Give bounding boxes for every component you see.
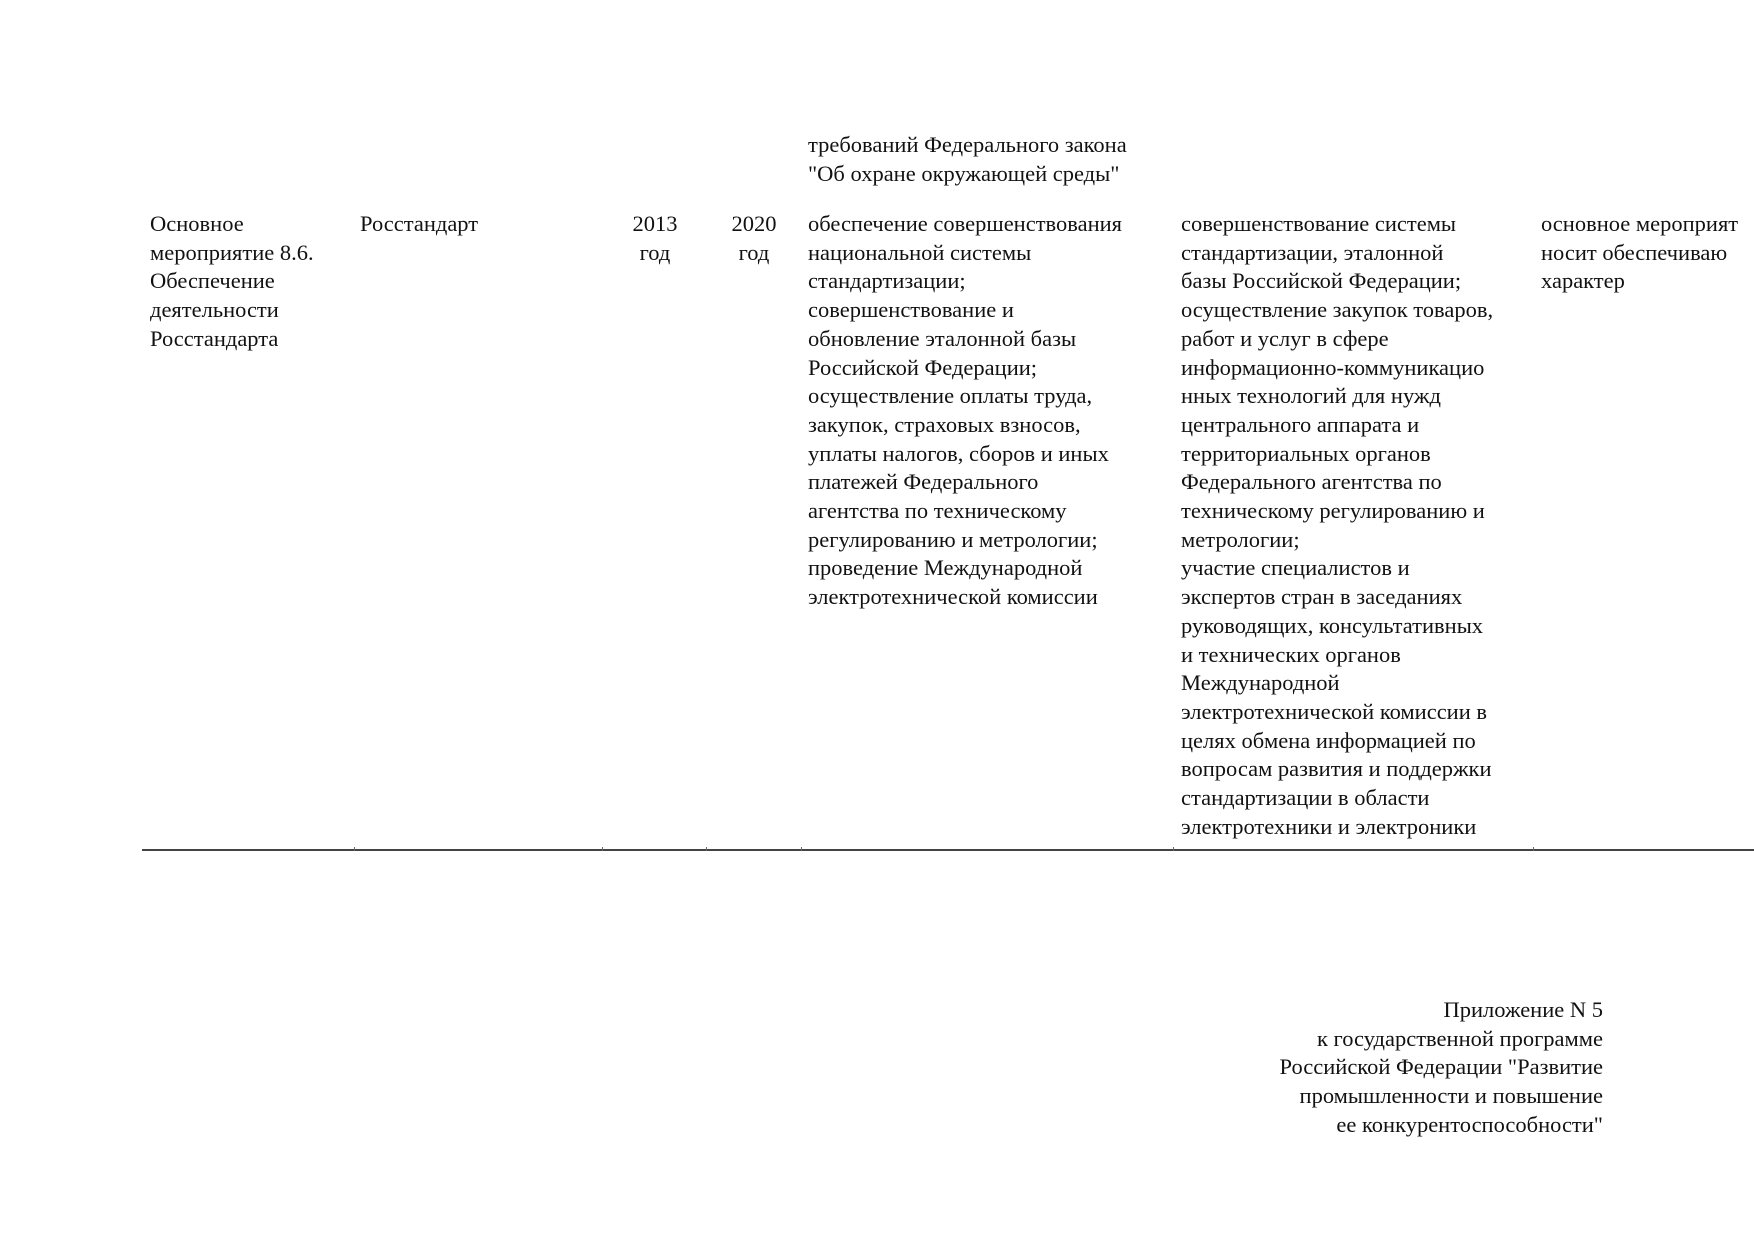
cell-end-year: 2020 год	[731, 211, 777, 265]
cell-executor: Росстандарт	[360, 211, 479, 236]
cell-note: основное мероприят носит обеспечиваю характер	[1541, 211, 1739, 294]
cell-activity-name: Основное мероприятие 8.6. Обеспечение деятельности Росстандарта	[150, 211, 314, 351]
column-divider	[706, 847, 707, 851]
column-divider	[801, 847, 802, 851]
previous-row-text: требований Федерального закона "Об охране окружающей среды"	[808, 132, 1127, 186]
cell-content: совершенствование системы стандартизации, эталонной базы Российской Федерации; осуществление закупок товаров, работ и услуг в сфере информационно-коммуникацио нных технологий для нужд центрального аппарата и территориальных органов Федерального агентства по техническому регулированию и метрологии; участие специалистов и экспертов стран в заседаниях руководящих, консультативных и технических органов Международной электротехнической комиссии в целях обмена информацией по вопросам развития и поддержки стандартизации в области электротехники и электроники	[1181, 211, 1494, 839]
column-divider	[1533, 847, 1534, 851]
appendix-heading: Приложение N 5 к государственной программе Российской Федерации "Развитие промышленности и повышение ее конкурентоспособности"	[1279, 997, 1603, 1137]
cell-start-year: 2013 год	[632, 211, 678, 265]
column-divider	[602, 847, 603, 851]
table-bottom-border	[142, 849, 1754, 851]
column-divider	[354, 847, 355, 851]
column-divider	[1173, 847, 1174, 851]
cell-expected-result: обеспечение совершенствования национальной системы стандартизации; совершенствование и обновление эталонной базы Российской Федерации; осуществление оплаты труда, закупок, страховых взносов, уплаты налогов, сборов и иных платежей Федерального агентства по техническому регулированию и метрологии; проведение Международной электротехнической комиссии	[808, 211, 1123, 610]
